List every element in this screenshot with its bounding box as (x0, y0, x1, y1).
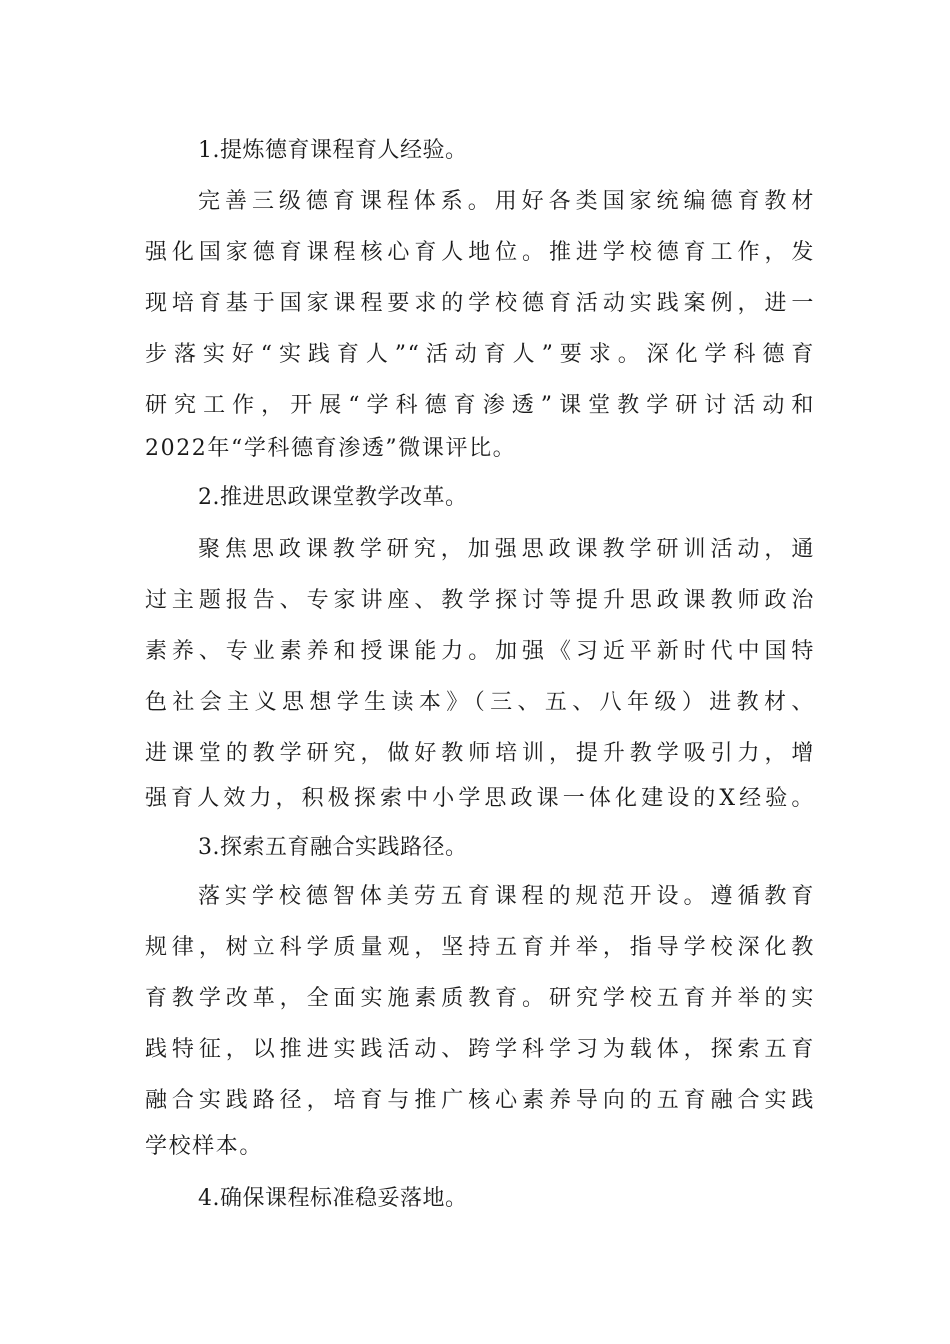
section-2-line-5: 进课堂的教学研究，做好教师培训，提升教学吸引力，增 (145, 741, 815, 766)
section-2-line-1: 聚焦思政课教学研究，加强思政课教学研训活动，通 (198, 537, 815, 562)
section-3-line-5: 融合实践路径，培育与推广核心素养导向的五育融合实践 (145, 1088, 815, 1113)
section-3-line-3: 育教学改革，全面实施素质教育。研究学校五育并举的实 (145, 986, 815, 1011)
section-2-line-3: 素养、专业素养和授课能力。加强《习近平新时代中国特 (145, 639, 815, 664)
section-1-line-5: 研究工作，开展“学科德育渗透”课堂教学研讨活动和 (145, 393, 815, 418)
section-1-heading: 1.提炼德育课程育人经验。 (198, 138, 468, 163)
section-1-line-6: 2022年“学科德育渗透”微课评比。 (145, 436, 517, 461)
section-1-line-4: 步落实好“实践育人”“活动育人”要求。深化学科德育 (145, 342, 815, 367)
section-3-heading: 3.探索五育融合实践路径。 (198, 835, 468, 860)
section-2-heading: 2.推进思政课堂教学改革。 (198, 485, 468, 510)
section-4-heading: 4.确保课程标准稳妥落地。 (198, 1186, 468, 1211)
section-2-line-4: 色社会主义思想学生读本》（三、五、八年级）进教材、 (145, 690, 815, 715)
section-1-line-2: 强化国家德育课程核心育人地位。推进学校德育工作，发 (145, 240, 815, 265)
section-2-line-2: 过主题报告、专家讲座、教学探讨等提升思政课教师政治 (145, 588, 815, 613)
section-3-line-6: 学校样本。 (145, 1134, 264, 1159)
section-1-line-1: 完善三级德育课程体系。用好各类国家统编德育教材 (198, 189, 815, 214)
section-3-line-2: 规律，树立科学质量观，坚持五育并举，指导学校深化教 (145, 935, 815, 960)
section-3-line-1: 落实学校德智体美劳五育课程的规范开设。遵循教育 (198, 884, 815, 909)
section-1-line-3: 现培育基于国家课程要求的学校德育活动实践案例，进一 (145, 291, 815, 316)
section-2-line-6: 强育人效力，积极探索中小学思政课一体化建设的X经验。 (145, 786, 815, 811)
section-3-line-4: 践特征，以推进实践活动、跨学科学习为载体，探索五育 (145, 1037, 815, 1062)
